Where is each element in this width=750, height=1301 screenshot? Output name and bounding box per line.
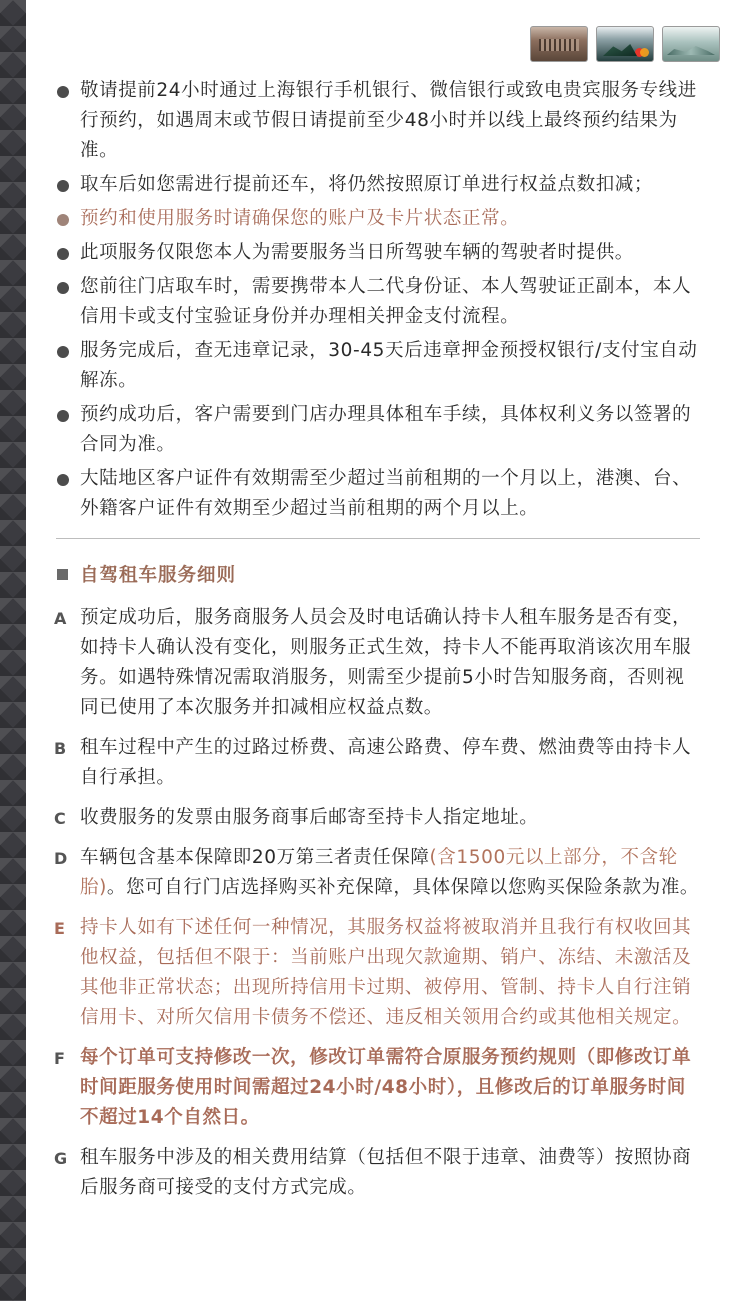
notice-text: 预约和使用服务时请确保您的账户及卡片状态正常。 [80,208,520,229]
mastercard-logo-icon [635,48,649,57]
card-image-2 [596,26,654,62]
notice-text: 服务完成后，查无违章记录，30-45天后违章押金预授权银行/支付宝自动解冻。 [80,340,698,391]
rule-letter: C [54,809,67,828]
decorative-side-strip [0,0,26,1301]
notice-text: 敬请提前24小时通过上海银行手机银行、微信银行或致电贵宾服务专线进行预约，如遇周末或节假日请提前至少48小时并以线上最终预约结果为准。 [80,80,697,161]
square-bullet-icon [57,569,68,580]
rule-item-a [56,603,700,723]
rule-item-c [56,803,700,833]
notice-item [56,76,700,166]
rule-letter: B [54,739,67,758]
notice-item [56,336,700,396]
rule-item-e [56,913,700,1033]
rules-list [56,603,700,1203]
content [56,76,700,1213]
rule-text-after: 。您可自行门店选择购买补充保障，具体保障以您购买保险条款为准。 [106,877,700,898]
rule-letter: F [54,1049,66,1068]
rule-text [80,847,699,898]
bullet-dot-icon [57,410,69,422]
rule-item-b [56,733,700,793]
rule-item-g [56,1143,700,1203]
bullet-dot-icon [57,86,69,98]
bullet-dot-icon [57,346,69,358]
divider [56,538,700,539]
notice-item [56,464,700,524]
notice-item [56,170,700,200]
notice-text: 取车后如您需进行提前还车，将仍然按照原订单进行权益点数扣减； [80,174,654,195]
rule-text-before: 车辆包含基本保障即20万第三者责任保障 [80,847,430,868]
rule-item-f [56,1043,700,1133]
rule-letter: A [54,609,67,628]
notice-text: 此项服务仅限您本人为需要服务当日所驾驶车辆的驾驶者时提供。 [80,242,634,263]
notice-item [56,238,700,268]
rule-letter: G [54,1149,68,1168]
bullet-dot-icon [57,214,69,226]
rule-letter: E [54,919,66,938]
bullet-dot-icon [57,282,69,294]
rule-text: 预定成功后，服务商服务人员会及时电话确认持卡人租车服务是否有变，如持卡人确认没有变化，则服务正式生效，持卡人不能再取消该次用车服务。如遇特殊情况需取消服务，则需至少提前5小时告知服务商，否则视同已使用了本次服务并扣减相应权益点数。 [80,607,692,718]
section-title: 自驾租车服务细则 [80,565,237,586]
notice-text: 预约成功后，客户需要到门店办理具体租车手续，具体权利义务以签署的合同为准。 [80,404,692,455]
bullet-dot-icon [57,180,69,192]
notice-item [56,272,700,332]
rule-letter: D [54,849,68,868]
rule-item-d [56,843,700,903]
notice-text: 大陆地区客户证件有效期需至少超过当前租期的一个月以上，港澳、台、外籍客户证件有效期至少超过当前租期的两个月以上。 [80,468,692,519]
section-heading [56,561,700,587]
notice-list [56,76,700,524]
card-images [530,26,720,64]
notice-text: 您前往门店取车时，需要携带本人二代身份证、本人驾驶证正副本，本人信用卡或支付宝验证身份并办理相关押金支付流程。 [80,276,692,327]
notice-item-highlight [56,204,700,234]
card-image-1 [530,26,588,62]
rule-text: 持卡人如有下述任何一种情况，其服务权益将被取消并且我行有权收回其他权益，包括但不限于：当前账户出现欠款逾期、销户、冻结、未激活及其他非正常状态；出现所持信用卡过期、被停用、管制、持卡人自行注销信用卡、对所欠信用卡债务不偿还、违反相关领用合约或其他相关规定。 [80,917,692,1028]
rule-text: 收费服务的发票由服务商事后邮寄至持卡人指定地址。 [80,807,539,828]
notice-item [56,400,700,460]
card-image-3 [662,26,720,62]
bullet-dot-icon [57,248,69,260]
rule-text: 租车过程中产生的过路过桥费、高速公路费、停车费、燃油费等由持卡人自行承担。 [80,737,692,788]
bullet-dot-icon [57,474,69,486]
rule-text: 每个订单可支持修改一次，修改订单需符合原服务预约规则（即修改订单时间距服务使用时间需超过24小时/48小时），且修改后的订单服务时间不超过14个自然日。 [80,1047,692,1128]
rule-text: 租车服务中涉及的相关费用结算（包括但不限于违章、油费等）按照协商后服务商可接受的支付方式完成。 [80,1147,692,1198]
rule-text-highlight: (含1500元以上部分，不含轮胎) [80,847,678,898]
